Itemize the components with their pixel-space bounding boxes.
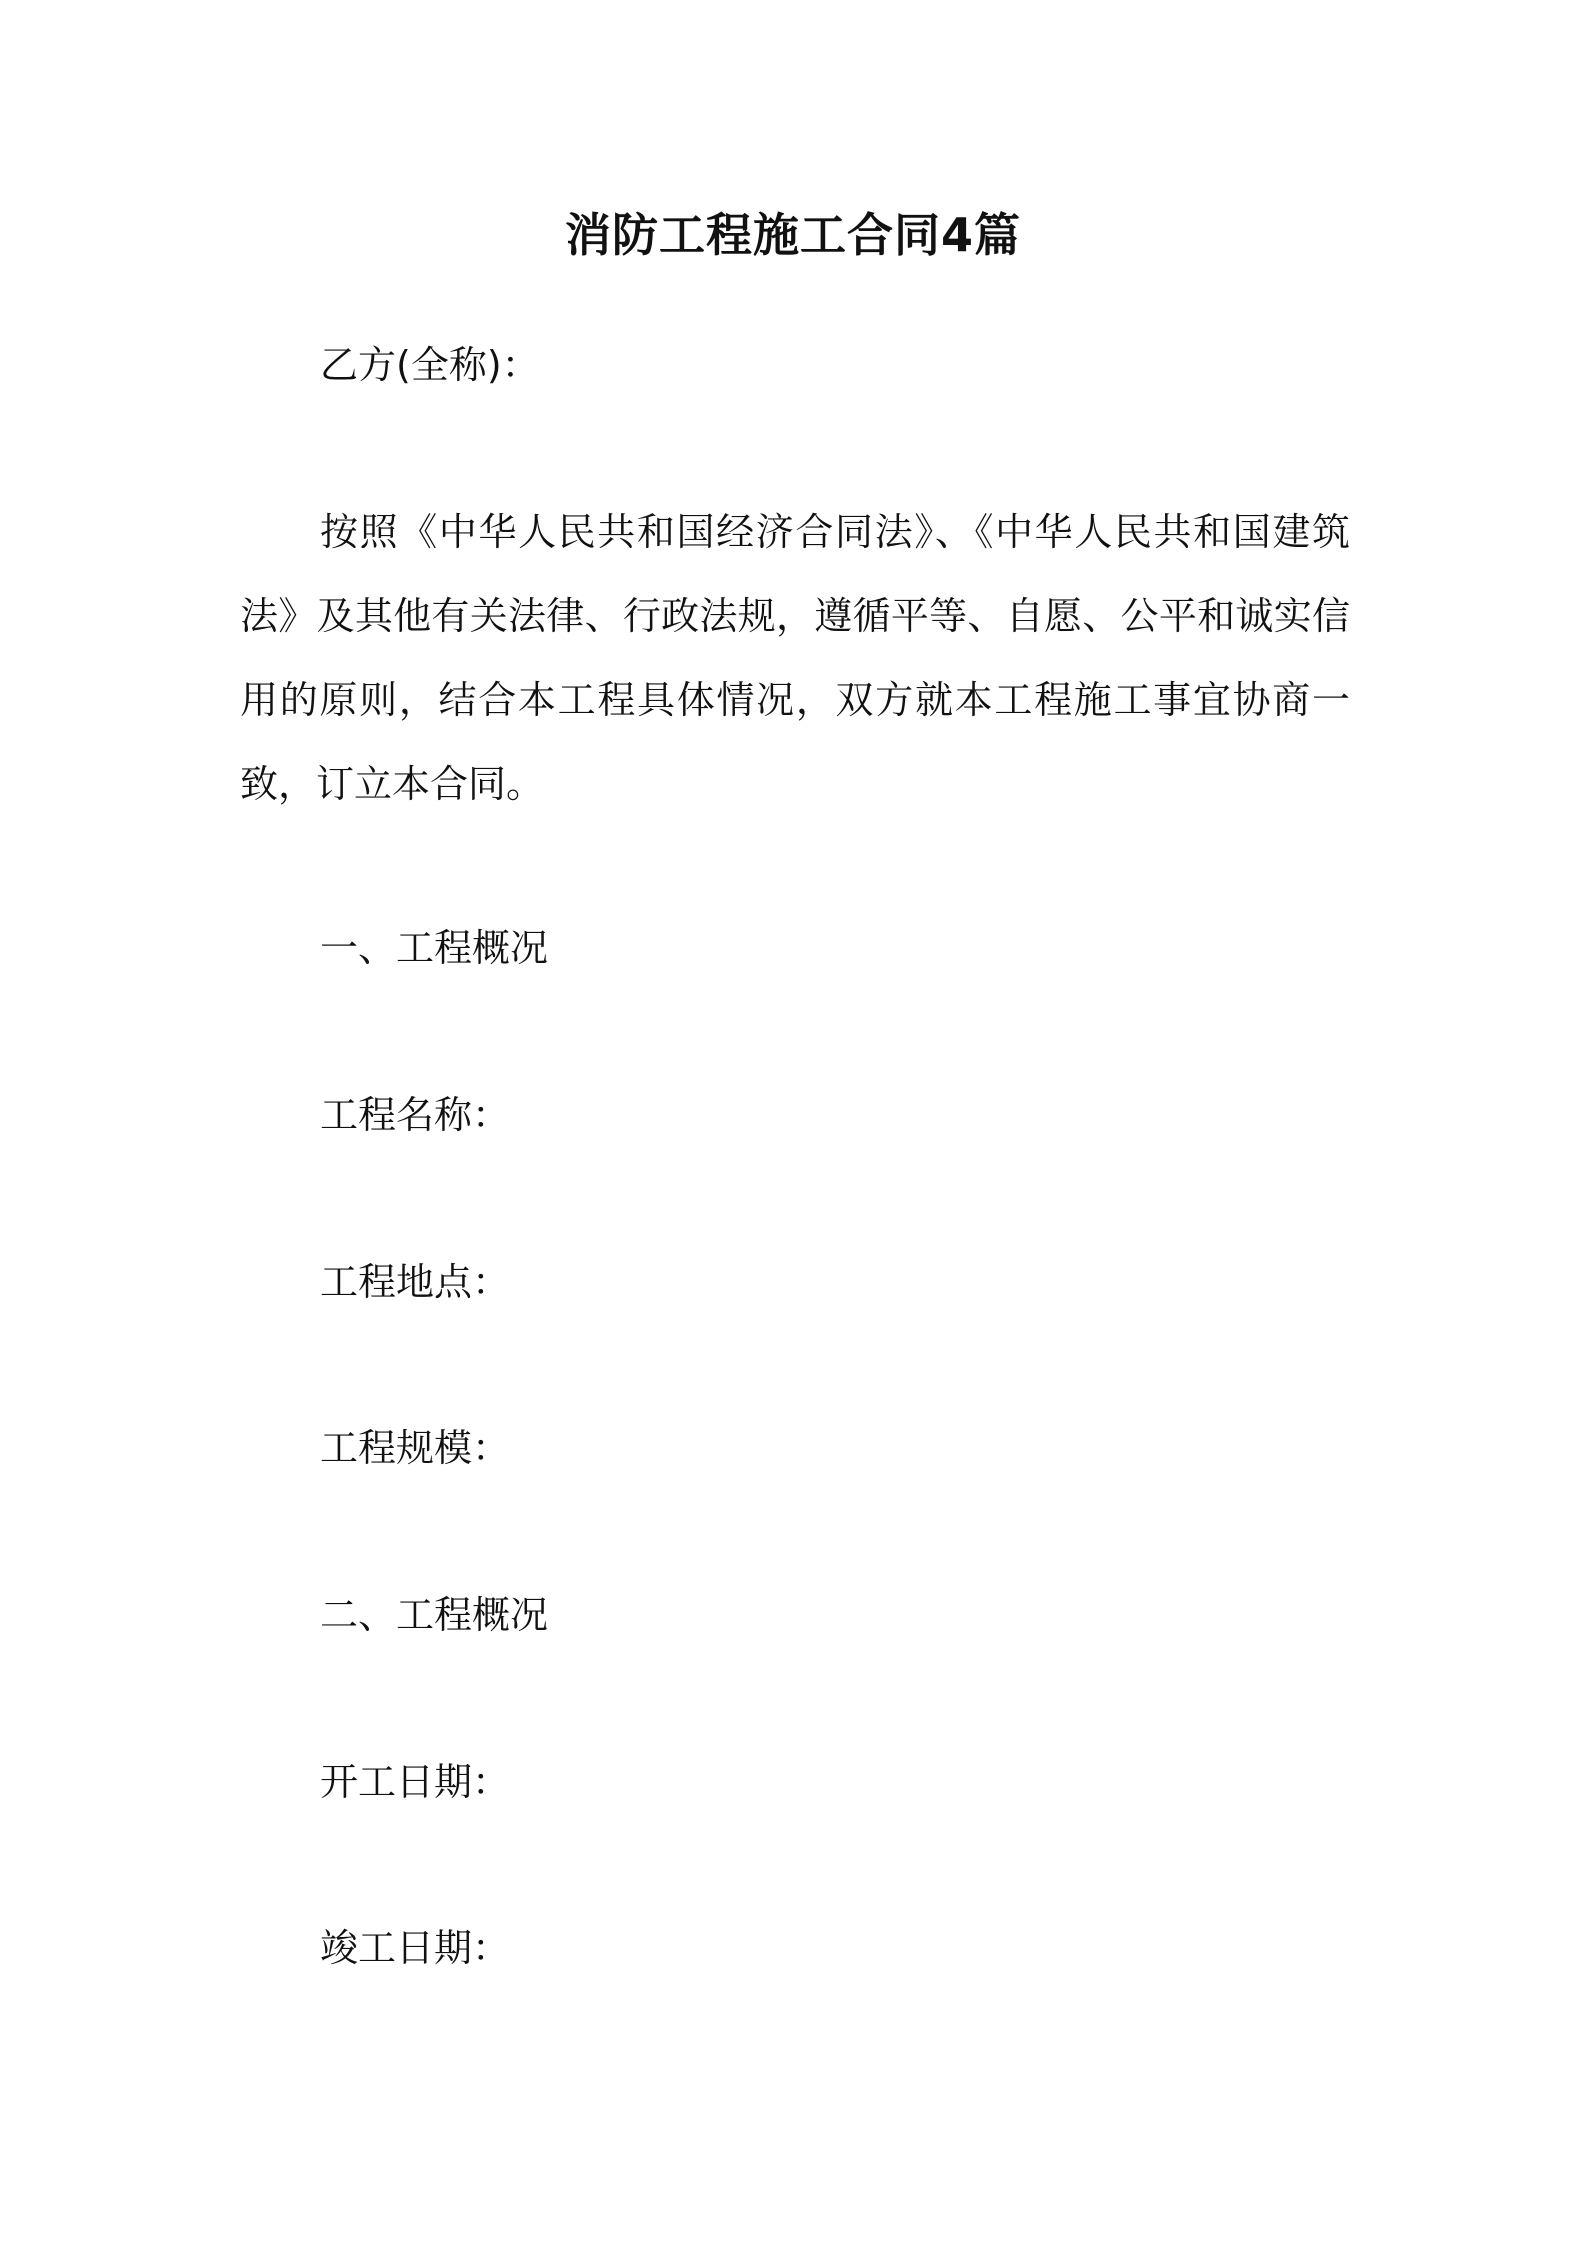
start-date-label: 开工日期：: [320, 1760, 511, 1804]
project-scale-label: 工程规模：: [320, 1426, 511, 1470]
intro-paragraph: 按照《中华人民共和国经济合同法》、《中华人民共和国建筑法》及其他有关法律、行政法规，遵循平等、自愿、公平和诚实信用的原则，结合本工程具体情况，双方就本工程施工事宜协商一致，订立本合同。: [240, 510, 1350, 806]
completion-date-label: 竣工日期：: [320, 1926, 511, 1970]
document-title: 消防工程施工合同4篇: [564, 208, 1021, 262]
project-location-label: 工程地点：: [320, 1260, 511, 1304]
section-2-heading: 二、工程概况: [320, 1593, 549, 1637]
project-name-label: 工程名称：: [320, 1093, 511, 1137]
section-1-heading: 一、工程概况: [320, 926, 549, 970]
party-b-label: 乙方(全称)：: [320, 343, 540, 387]
